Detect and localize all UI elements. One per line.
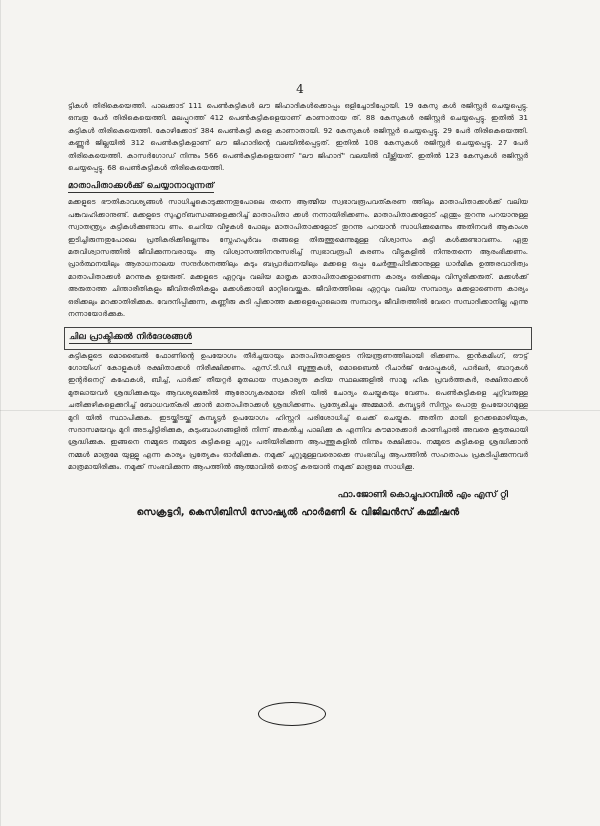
signature-name: ഫാ.ജോണി കൊച്ചുപറമ്പിൽ എം എസ് റ്റി: [337, 489, 508, 500]
section-practical-box: [64, 327, 532, 350]
section-heading-parents: [68, 180, 528, 193]
page-number: 4: [296, 82, 304, 96]
section-heading-parents-text: മാതാപിതാക്കൾക്ക് ചെയ്യാനാവുന്നത്: [68, 181, 215, 192]
document-body: [68, 100, 528, 520]
section-heading-practical: [69, 331, 527, 344]
paper-fold-line: [0, 0, 1, 826]
intro-paragraph: ട്ടികൾ തിരികെയെത്തി. പാലക്കാട് 111 പെൺകുട്ടികൾ ലൗ ജിഹാദികൾക്കൊപ്പം ഒളിച്ചോടിപ്പോയി. 19 കേസു കൾ രജിസ്റ്റർ ചെയ്യപ്പെട്ടു. ഒമ്പതു പേർ തിരികെയെത്തി. മലപ്പുറത്ത് 412 പെൺകുട്ടികളെയാണ് കാണാതായ ത്. 88 കേസുകൾ രജിസ്റ്റർ ചെയ്യപ്പെട്ടു. ഇതിൽ 31 കുട്ടികൾ തിരികെയെത്തി. കോഴിക്കോട് 384 പെൺകുട്ടി കളെ കാണാതായി. 92 കേസുകൾ രജിസ്റ്റർ ചെയ്യപ്പെട്ടു. 29 പേർ തിരികെയെത്തി. കണ്ണൂർ ജില്ലയിൽ 312 പെൺകുട്ടികളാണ് ലൗ ജിഹാദിന്റെ വലയിൽപ്പെട്ടത്. ഇതിൽ 108 കേസുകൾ രജിസ്റ്റർ ചെയ്യപ്പെട്ടു. 27 പേർ തിരികെയെത്തി. കാസർഗോഡ് നിന്നും 566 പെൺകുട്ടികളെയാണ് "ലൗ ജിഹാദ്" വലയിൽ വീഴ്ത്തിയത്. ഇതിൽ 123 കേസുകൾ രജിസ്റ്റർ ചെയ്യപ്പെട്ടു. 68 പെൺകുട്ടികൾ തിരികെയെത്തി.: [68, 101, 528, 173]
section-practical-paragraph: കുട്ടികളുടെ മൊബൈൽ ഫോണിന്റെ ഉപയോഗം തീർച്ചയായും മാതാപിതാക്കളുടെ നിയന്ത്രണത്തിലായി രിക്കണം. ഇൻകമിംഗ്, ഔട്ട് ഗോയിംഗ് കോളുകൾ രക്ഷിതാക്കൾ നിരീക്ഷിക്കണം. എസ്.ടി.ഡി ബൂത്തുകൾ, മൊബൈൽ റീചാർജ് ഷോപ്പുകൾ, പാർലർ, ബാറുകൾ ഇന്റർനെറ്റ് കഫേകൾ, ബീച്ച്, പാർക്ക് തീയറ്റർ മുതലായ സ്വകാര്യത കുടിയ സ്ഥലങ്ങളിൽ സാമൂ ഹിക പ്രവർത്തകർ, രക്ഷിതാക്കൾ മുതലായവർ ശ്രദ്ധിക്കുകയും ആവശ്യമെങ്കിൽ ആരോഗ്യകരമായ രീതി യിൽ ചോദ്യം ചെയ്യുകയും വേണം. പെൺകുട്ടികളെ ചുറ്റിവരുള്ള ചതിക്കുഴികളെക്കുറിച്ച് ബോധവത്കരി ക്കാൻ മാതാപിതാക്കൾ ശ്രദ്ധിക്കണം. പ്രത്യേകിച്ചും അമ്മമാർ. കമ്പ്യൂട്ടർ സിസ്റ്റം പൊതു ഉപയോഗമുള്ള മുറി യിൽ സ്ഥാപിക്കുക. ഇടയ്ക്കിടയ്ക്ക് കമ്പ്യൂട്ടർ ഉപയോഗം ഹിസ്റ്ററി പരിശോധിച്ച് ചെക്ക് ചെയ്യുക. അതിന മായി ഉറക്കമൊഴിയുക, സദാസമയവും മുറി അടച്ചിട്ടിരിക്കുക, കുടുംബാംഗങ്ങളിൽ നിന്ന് അകൽച്ച പാലിക്കു ക എന്നിവ കൗമാരക്കാർ കാണിച്ചാൽ അവരെ കൂടുതലായി ശ്രദ്ധിക്കുക. ഇങ്ങനെ നമ്മുടെ നമ്മുടെ കുട്ടികളെ ചുറ്റും പതിയിരിക്കുന്ന ആപത്തുകളിൽ നിന്നും രക്ഷിക്കാം. നമ്മുടെ കുട്ടികളെ ശ്രദ്ധിക്കാൻ നമ്മൾ മാത്രമേ യുള്ളൂ എന്ന കാര്യം പ്രത്യേകം ഓർമിക്കുക. നമുക്ക് ചുറ്റുമുള്ളവരൊക്കെ സംഭവിച്ച ആപത്തിൽ സഹതാപം പ്രകടിപ്പിക്കുന്നവർ മാത്രമായിരിക്കും. നമുക്ക് സംഭവിക്കുന്ന ആപത്തിൽ ആത്മാവിൽ തൊട്ട് കരയാൻ നമുക്ക് മാത്രമേ സാധിക്കൂ.: [68, 350, 528, 472]
section-heading-practical-text: ചില പ്രാക്ടിക്കൽ നിർദേശങ്ങൾ: [69, 331, 193, 342]
hand-drawn-oval: [258, 702, 326, 726]
signature-designation: സെക്രട്ടറി, കെസിബിസി സോഷ്യൽ ഹാർമണി & വിജിലൻസ് കമ്മീഷൻ: [136, 506, 460, 518]
section-parents-paragraph: മക്കളുടെ ഭൗതികാവശ്യങ്ങൾ സാധിച്ചുകൊടുക്കുന്നതുപോലെ തന്നെ ആത്മീയ സ്വഭാവരൂപവത്കരണ ത്തിലും മാതാപിതാക്കൾക്ക് വലിയ പങ്കുവഹിക്കാനുണ്ട്. മക്കളുടെ സുഹൃദ്‌ബന്ധങ്ങളെക്കുറിച്ച് മാതാപിതാ ക്കൾ നന്നായിരിക്കണം. മാതാപിതാക്കളോട് എന്തും തുറന്നു പറയാനുള്ള സ്വാതന്ത്ര്യം കുട്ടികൾക്കുണ്ടാവ ണം. ചെറിയ വീഴ്ചകൾ പോലും മാതാപിതാക്കളോട് തുറന്നു പറയാൻ സാധിക്കുമെന്നും അതിനവർ ആകാംശ ഇടിച്ചിരുന്നതുപോലെ പ്രതികരിക്കില്ലെന്നും സ്നേഹപൂർവം തങ്ങളെ തിരുത്തുമെന്നുമുള്ള വിശ്വാസം കുട്ടി കൾക്കുണ്ടാവണം. ഏതു മതവിശ്വാസത്തിൽ ജീവിക്കുന്നവരായും ആ വിശ്വാസത്തിനനുസരിച്ച് സ്വഭാവരൂപീ കരണം വീട്ടുകളിൽ നിന്നുതന്നെ ആരംഭിക്കണം. പ്രാർത്ഥനയിലും ആരാധനാലയ സന്ദർശനത്തിലും കുടും ബപ്രാർഥനയിലും മക്കളെ ഒപ്പം ചേർത്തുപിടിക്കാനുള്ള ധാർമിക ഉത്തരവാദിത്വം മാതാപിതാക്കൾ മറന്നുക ഉയരുത്. മക്കളുടെ ഏറ്റവും വലിയ മാതൃക മാതാപിതാക്കളാണെന്ന കാര്യം ഒരിക്കലും വിസ്മരിക്കരുത്. മക്കൾക്ക് അരുതാത്ത ചിന്താരീതികളും ജീവിതരീതികളും മക്കൾക്കായി മാറ്റിവെയ്ക്കുക. ജീവിതത്തിലെ ഏറ്റവും വലിയ സമ്പാദ്യം മക്കളാണെന്ന കാര്യം ഒരിക്കലും മറക്കാതിരിക്കുക. വേദനിപ്പിക്കുന്ന, കണ്ണീരു കുടി പ്പിക്കാത്ത മക്കളെപ്പോലൊരു സമ്പാദ്യം ജീവിതത്തിൽ വേറെ സമ്പാദിക്കാനില്ല എന്നു നന്നായോർക്കുക.: [68, 197, 528, 319]
